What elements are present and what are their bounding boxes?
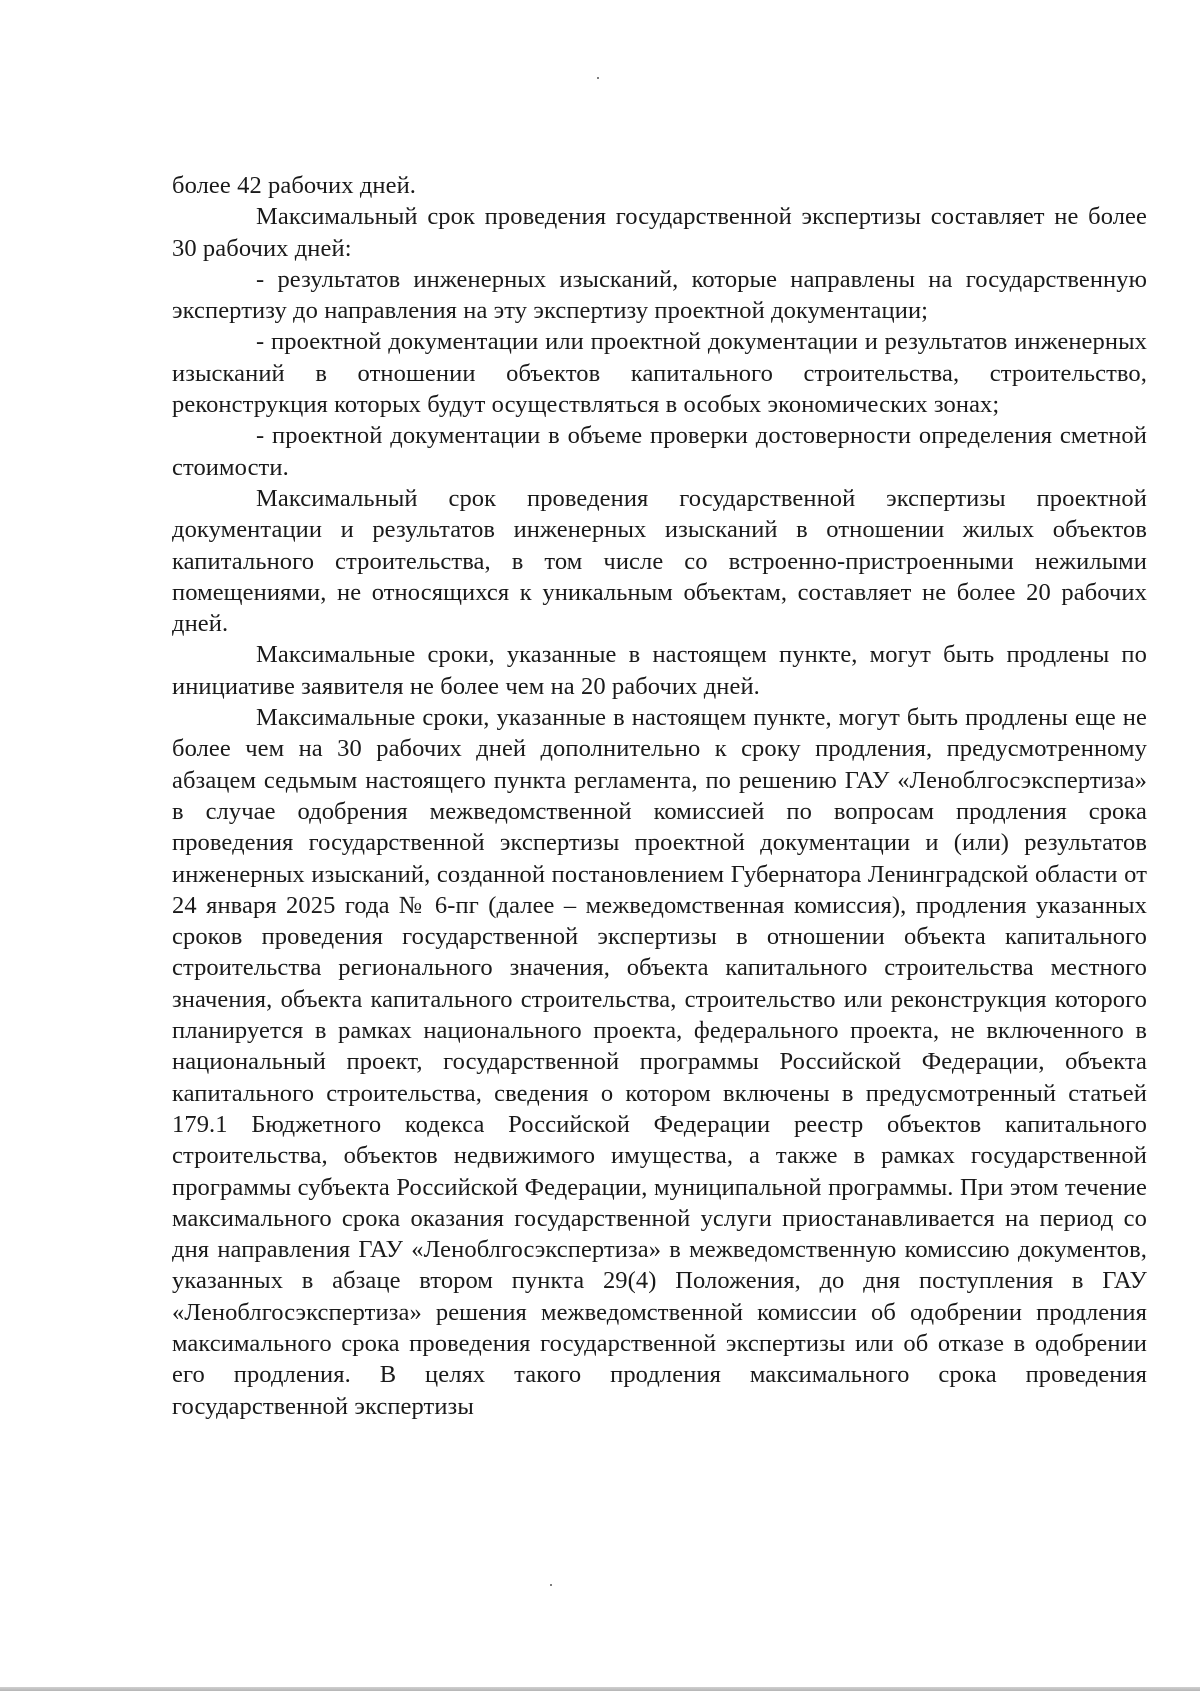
paragraph-max-term-20: Максимальный срок проведения государственной экспертизы проектной документации и результатов инженерных изысканий в отношении жилых объектов капитального строительства, в том числе со встроенно-пристроенными нежилыми помещениями, не относящихся к уникальным объектам, составляет не более 20 рабочих дней. bbox=[172, 484, 1147, 638]
paragraph-max-term-30: Максимальный срок проведения государственной экспертизы составляет не более 30 рабочих дней: bbox=[172, 203, 1147, 262]
list-item-survey-results: - результатов инженерных изысканий, которые направлены на государственную экспертизу до направления на эту экспертизу проектной документации; bbox=[172, 265, 1147, 325]
paragraph-extension-commission: Максимальные сроки, указанные в настоящем пункте, могут быть продлены еще не более чем на 30 рабочих дней дополнительно к сроку продления, предусмотренному абзацем седьмым настоящего пункта регламента, по решению ГАУ «Леноблгосэкспертиза» в случае одобрения межведомственной комиссией по вопросам продления срока проведения государственной экспертизы проектной документации и (или) результатов инженерных изысканий, созданной постановлением Губернатора Ленинградской области от 24 января 2025 года № 6-пг (далее – межведомственная комиссия), продления указанных сроков проведения государственной экспертизы в отношении объекта капитального строительства регионального значения, объекта капитального строительства местного значения, объекта капитального строительства, строительство или реконструкция которого планируется в рамках национального проекта, федерального проекта, не включенного в национальный проект, государственной программы Российской Федерации, объекта капитального строительства, сведения о котором включены в предусмотренный статьей 179.1 Бюджетного кодекса Российской Федерации реестр объектов капитального строительства, объектов недвижимого имущества, а также в рамках государственной программы субъекта Российской Федерации, муниципальной программы. При этом течение максимального срока оказания государственной услуги приостанавливается на период со дня направления ГАУ «Леноблгосэкспертиза» в межведомственную комиссию документов, указанных в абзаце втором пункта 29(4) Положения, до дня поступления в ГАУ «Леноблгосэкспертиза» решения межведомственной комиссии об одобрении продления максимального срока проведения государственной экспертизы или об отказе в одобрении его продления. В целях такого продления максимального срока проведения государственной экспертизы bbox=[172, 704, 1147, 1420]
paragraph-continuation: более 42 рабочих дней. bbox=[172, 172, 417, 199]
scan-bottom-edge bbox=[0, 1687, 1200, 1691]
list-item-cost-verification: - проектной документации в объеме проверки достоверности определения сметной стоимости. bbox=[172, 422, 1147, 481]
document-page bbox=[172, 170, 1147, 1422]
list-item-special-economic-zones: - проектной документации или проектной документации и результатов инженерных изысканий в отношении объектов капитального строительства, строительство, реконструкция которых будут осуществляться в особых экономических зонах; bbox=[172, 328, 1147, 419]
scan-speck-bottom bbox=[550, 1584, 552, 1586]
scan-speck-top bbox=[597, 77, 599, 79]
paragraph-extension-applicant: Максимальные сроки, указанные в настоящем пункте, могут быть продлены по инициативе заявителя не более чем на 20 рабочих дней. bbox=[172, 641, 1147, 700]
